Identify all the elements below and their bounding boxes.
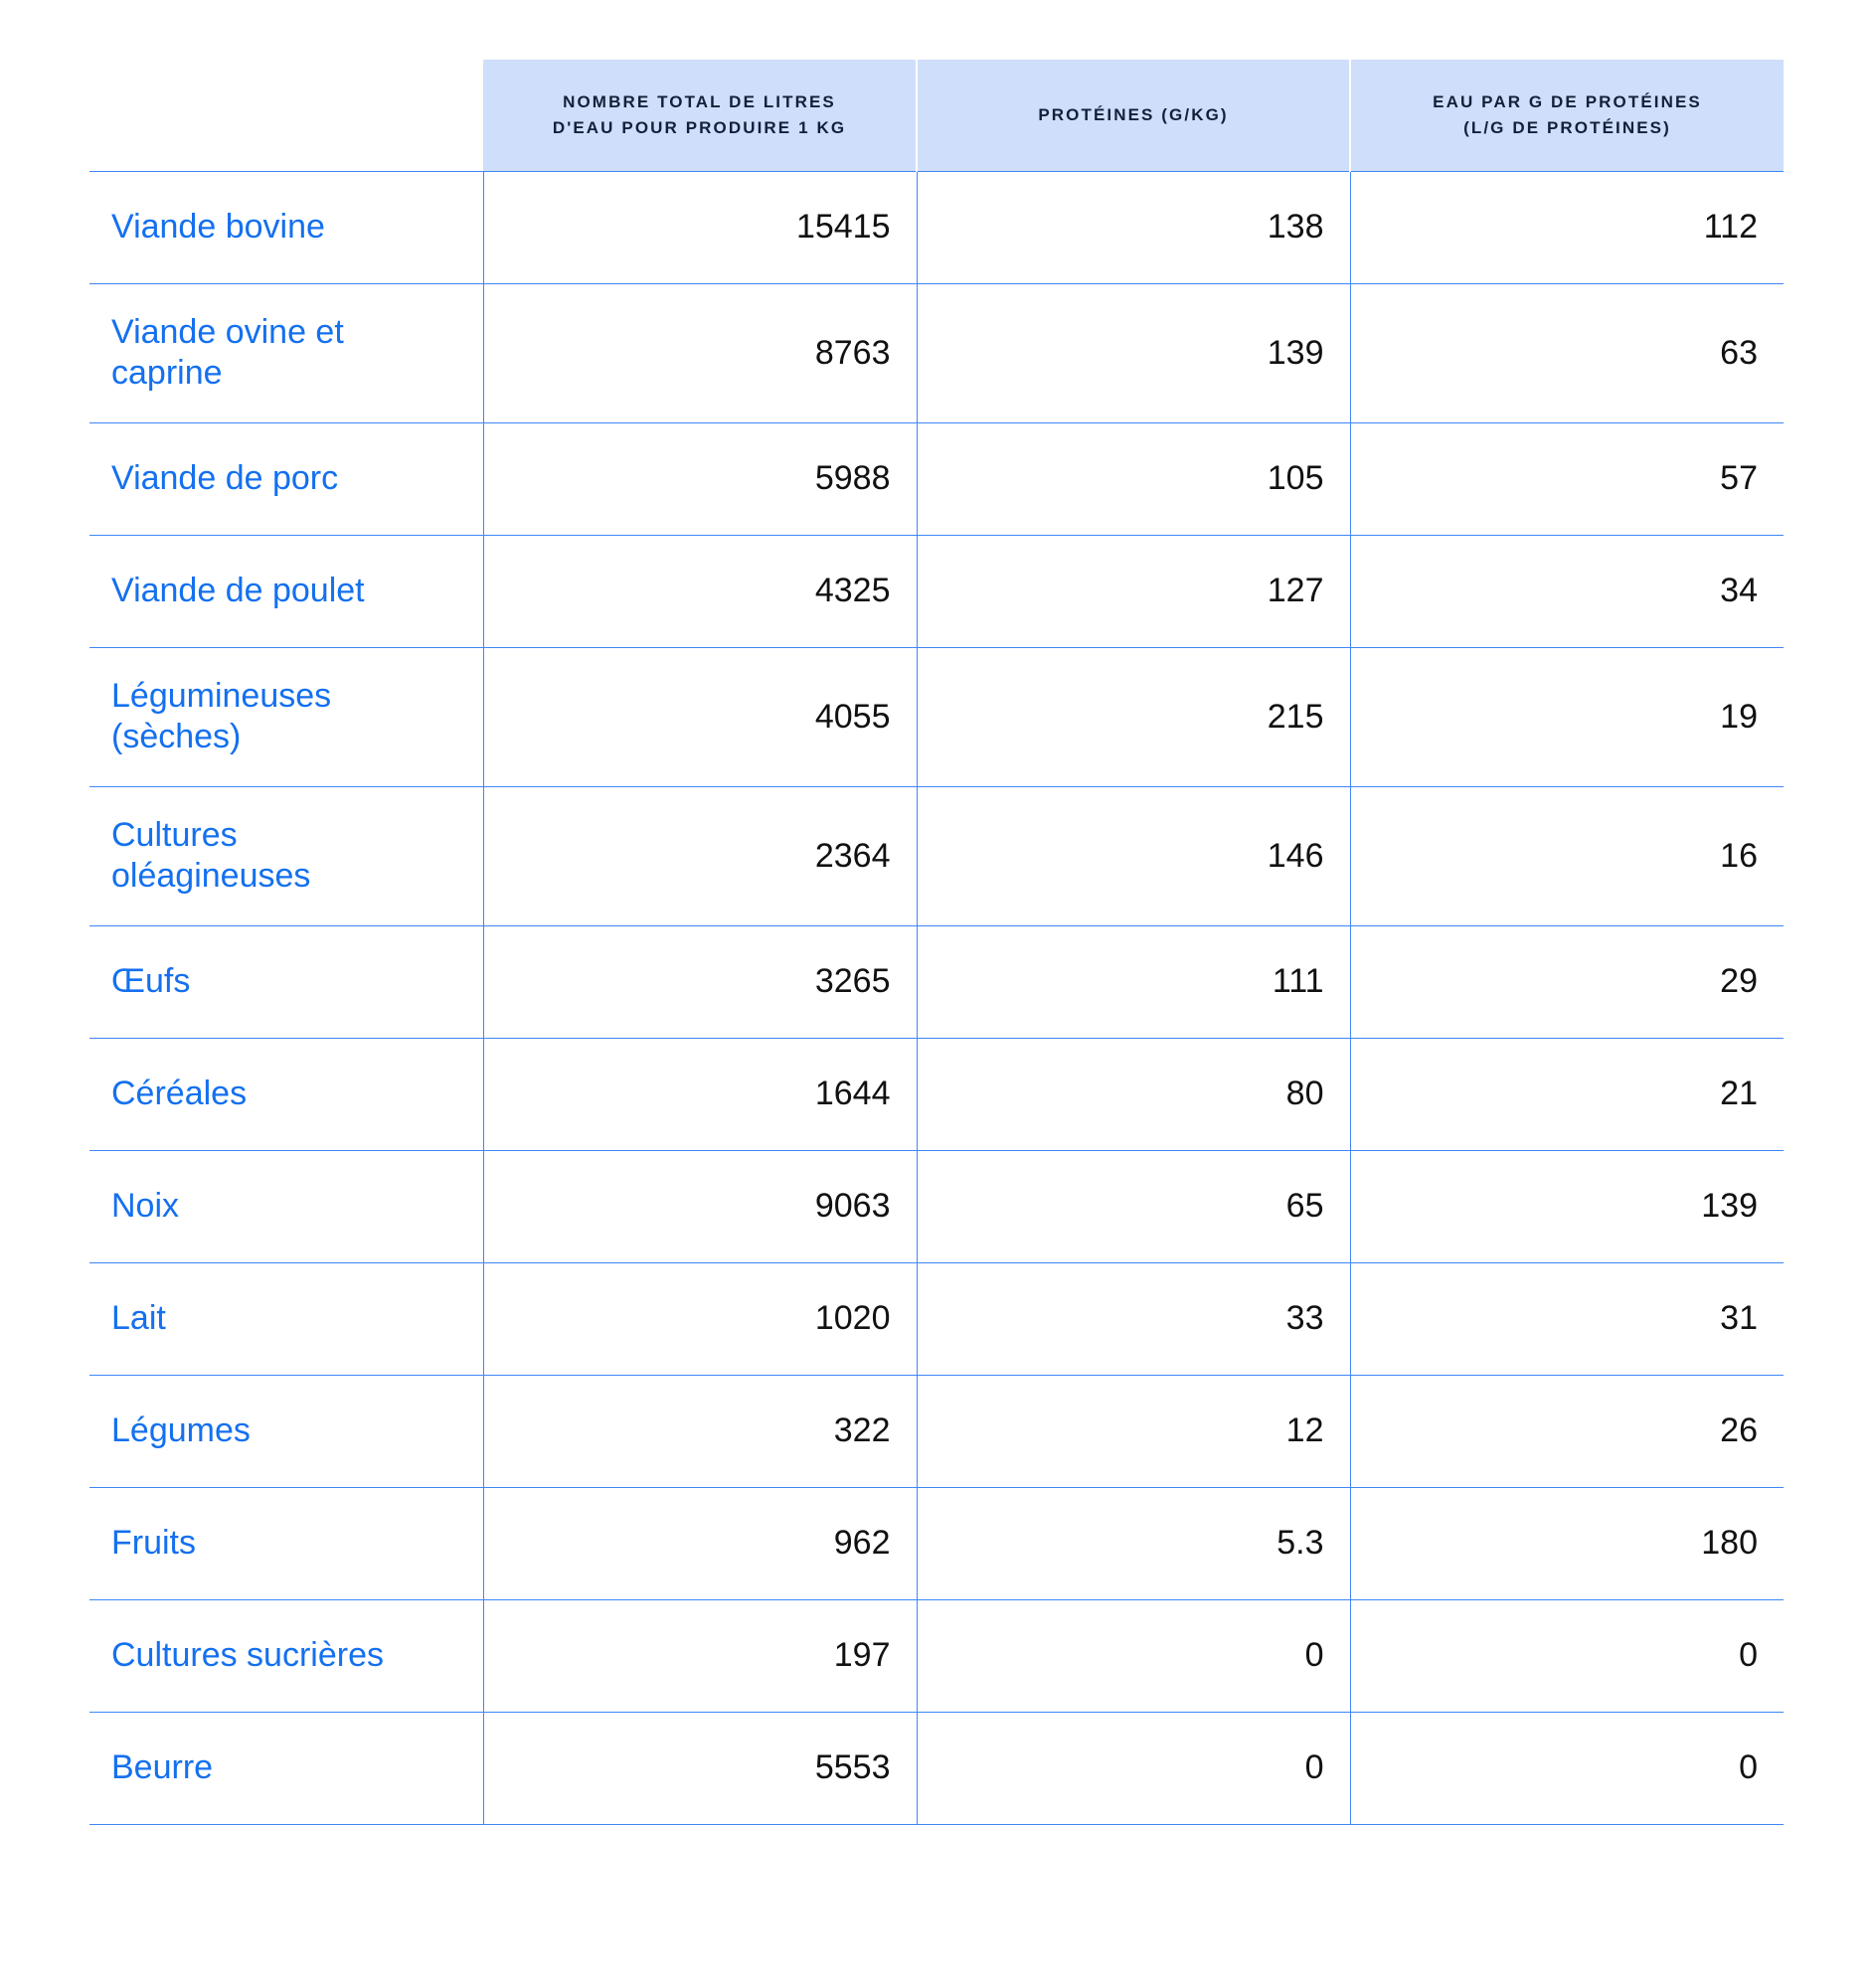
header-water-per-protein-line1: EAU PAR G DE PROTÉINES (1433, 92, 1702, 112)
row-label (89, 283, 483, 422)
cell-protein: 5.3 (917, 1487, 1350, 1599)
table-row (89, 1150, 1784, 1262)
cell-protein: 139 (917, 283, 1350, 422)
row-label-text: Légumes (111, 1410, 251, 1449)
cell-protein: 12 (917, 1375, 1350, 1487)
cell-water-per-protein: 0 (1350, 1599, 1784, 1712)
row-label-text: Viande de poulet (111, 571, 365, 609)
cell-total-water: 5553 (483, 1712, 917, 1824)
row-label-text: Cultures sucrières (111, 1635, 384, 1674)
cell-total-water: 9063 (483, 1150, 917, 1262)
table-row (89, 1599, 1784, 1712)
water-protein-table (89, 60, 1784, 1825)
cell-water-per-protein: 57 (1350, 422, 1784, 535)
row-label-text: Céréales (111, 1074, 248, 1112)
row-label (89, 1375, 483, 1487)
row-label-text: Lait (111, 1298, 166, 1337)
header-total-water (483, 60, 917, 171)
cell-total-water: 1020 (483, 1262, 917, 1375)
table-row (89, 422, 1784, 535)
header-total-water-line1: NOMBRE TOTAL DE LITRES (563, 92, 836, 112)
cell-water-per-protein: 34 (1350, 535, 1784, 647)
row-label (89, 1599, 483, 1712)
table-header (89, 60, 1784, 171)
cell-protein: 215 (917, 647, 1350, 786)
cell-water-per-protein: 19 (1350, 647, 1784, 786)
row-label (89, 1262, 483, 1375)
cell-protein: 111 (917, 925, 1350, 1038)
table-header-row (89, 60, 1784, 171)
cell-protein: 138 (917, 171, 1350, 283)
table-row (89, 786, 1784, 925)
row-label (89, 925, 483, 1038)
cell-total-water: 1644 (483, 1038, 917, 1150)
cell-water-per-protein: 63 (1350, 283, 1784, 422)
cell-total-water: 4325 (483, 535, 917, 647)
row-label (89, 171, 483, 283)
row-label-text: Fruits (111, 1523, 196, 1562)
header-water-per-protein (1350, 60, 1784, 171)
table-row (89, 647, 1784, 786)
table-row (89, 535, 1784, 647)
cell-total-water: 8763 (483, 283, 917, 422)
row-label-text: Viande bovine (111, 207, 325, 246)
cell-protein: 127 (917, 535, 1350, 647)
row-label-text: Beurre (111, 1747, 214, 1786)
row-label (89, 647, 483, 786)
row-label (89, 535, 483, 647)
row-label-text: Viande de porc (111, 458, 339, 497)
header-protein (917, 60, 1350, 171)
cell-protein: 105 (917, 422, 1350, 535)
cell-total-water: 5988 (483, 422, 917, 535)
cell-total-water: 3265 (483, 925, 917, 1038)
row-label (89, 1150, 483, 1262)
cell-protein: 80 (917, 1038, 1350, 1150)
cell-total-water: 197 (483, 1599, 917, 1712)
row-label-text: Noix (111, 1186, 180, 1225)
cell-water-per-protein: 26 (1350, 1375, 1784, 1487)
cell-total-water: 2364 (483, 786, 917, 925)
row-label-text: Légumineuses (sèches) (111, 676, 332, 755)
table-row (89, 1038, 1784, 1150)
cell-total-water: 15415 (483, 171, 917, 283)
header-protein-line1: PROTÉINES (G/KG) (1038, 105, 1229, 124)
cell-protein: 0 (917, 1712, 1350, 1824)
row-label (89, 1487, 483, 1599)
header-corner-empty (89, 60, 483, 171)
row-label (89, 422, 483, 535)
row-label-text: Viande ovine et caprine (111, 312, 344, 392)
cell-total-water: 962 (483, 1487, 917, 1599)
table-row (89, 1375, 1784, 1487)
row-label (89, 1712, 483, 1824)
cell-water-per-protein: 112 (1350, 171, 1784, 283)
row-label (89, 1038, 483, 1150)
table-row (89, 1712, 1784, 1824)
table-row (89, 283, 1784, 422)
cell-water-per-protein: 29 (1350, 925, 1784, 1038)
row-label-text: Œufs (111, 961, 191, 1000)
cell-protein: 146 (917, 786, 1350, 925)
cell-water-per-protein: 180 (1350, 1487, 1784, 1599)
header-water-per-protein-line2: (L/G DE PROTÉINES) (1463, 117, 1671, 137)
cell-protein: 33 (917, 1262, 1350, 1375)
cell-total-water: 322 (483, 1375, 917, 1487)
row-label-text: Cultures oléagineuses (111, 815, 311, 895)
cell-total-water: 4055 (483, 647, 917, 786)
table-row (89, 1262, 1784, 1375)
cell-water-per-protein: 0 (1350, 1712, 1784, 1824)
cell-protein: 65 (917, 1150, 1350, 1262)
cell-protein: 0 (917, 1599, 1350, 1712)
row-label (89, 786, 483, 925)
cell-water-per-protein: 16 (1350, 786, 1784, 925)
cell-water-per-protein: 31 (1350, 1262, 1784, 1375)
cell-water-per-protein: 139 (1350, 1150, 1784, 1262)
table-row (89, 925, 1784, 1038)
cell-water-per-protein: 21 (1350, 1038, 1784, 1150)
header-total-water-line2: D'EAU POUR PRODUIRE 1 KG (552, 117, 847, 137)
table-body (89, 171, 1784, 1824)
table-row (89, 171, 1784, 283)
table-row (89, 1487, 1784, 1599)
